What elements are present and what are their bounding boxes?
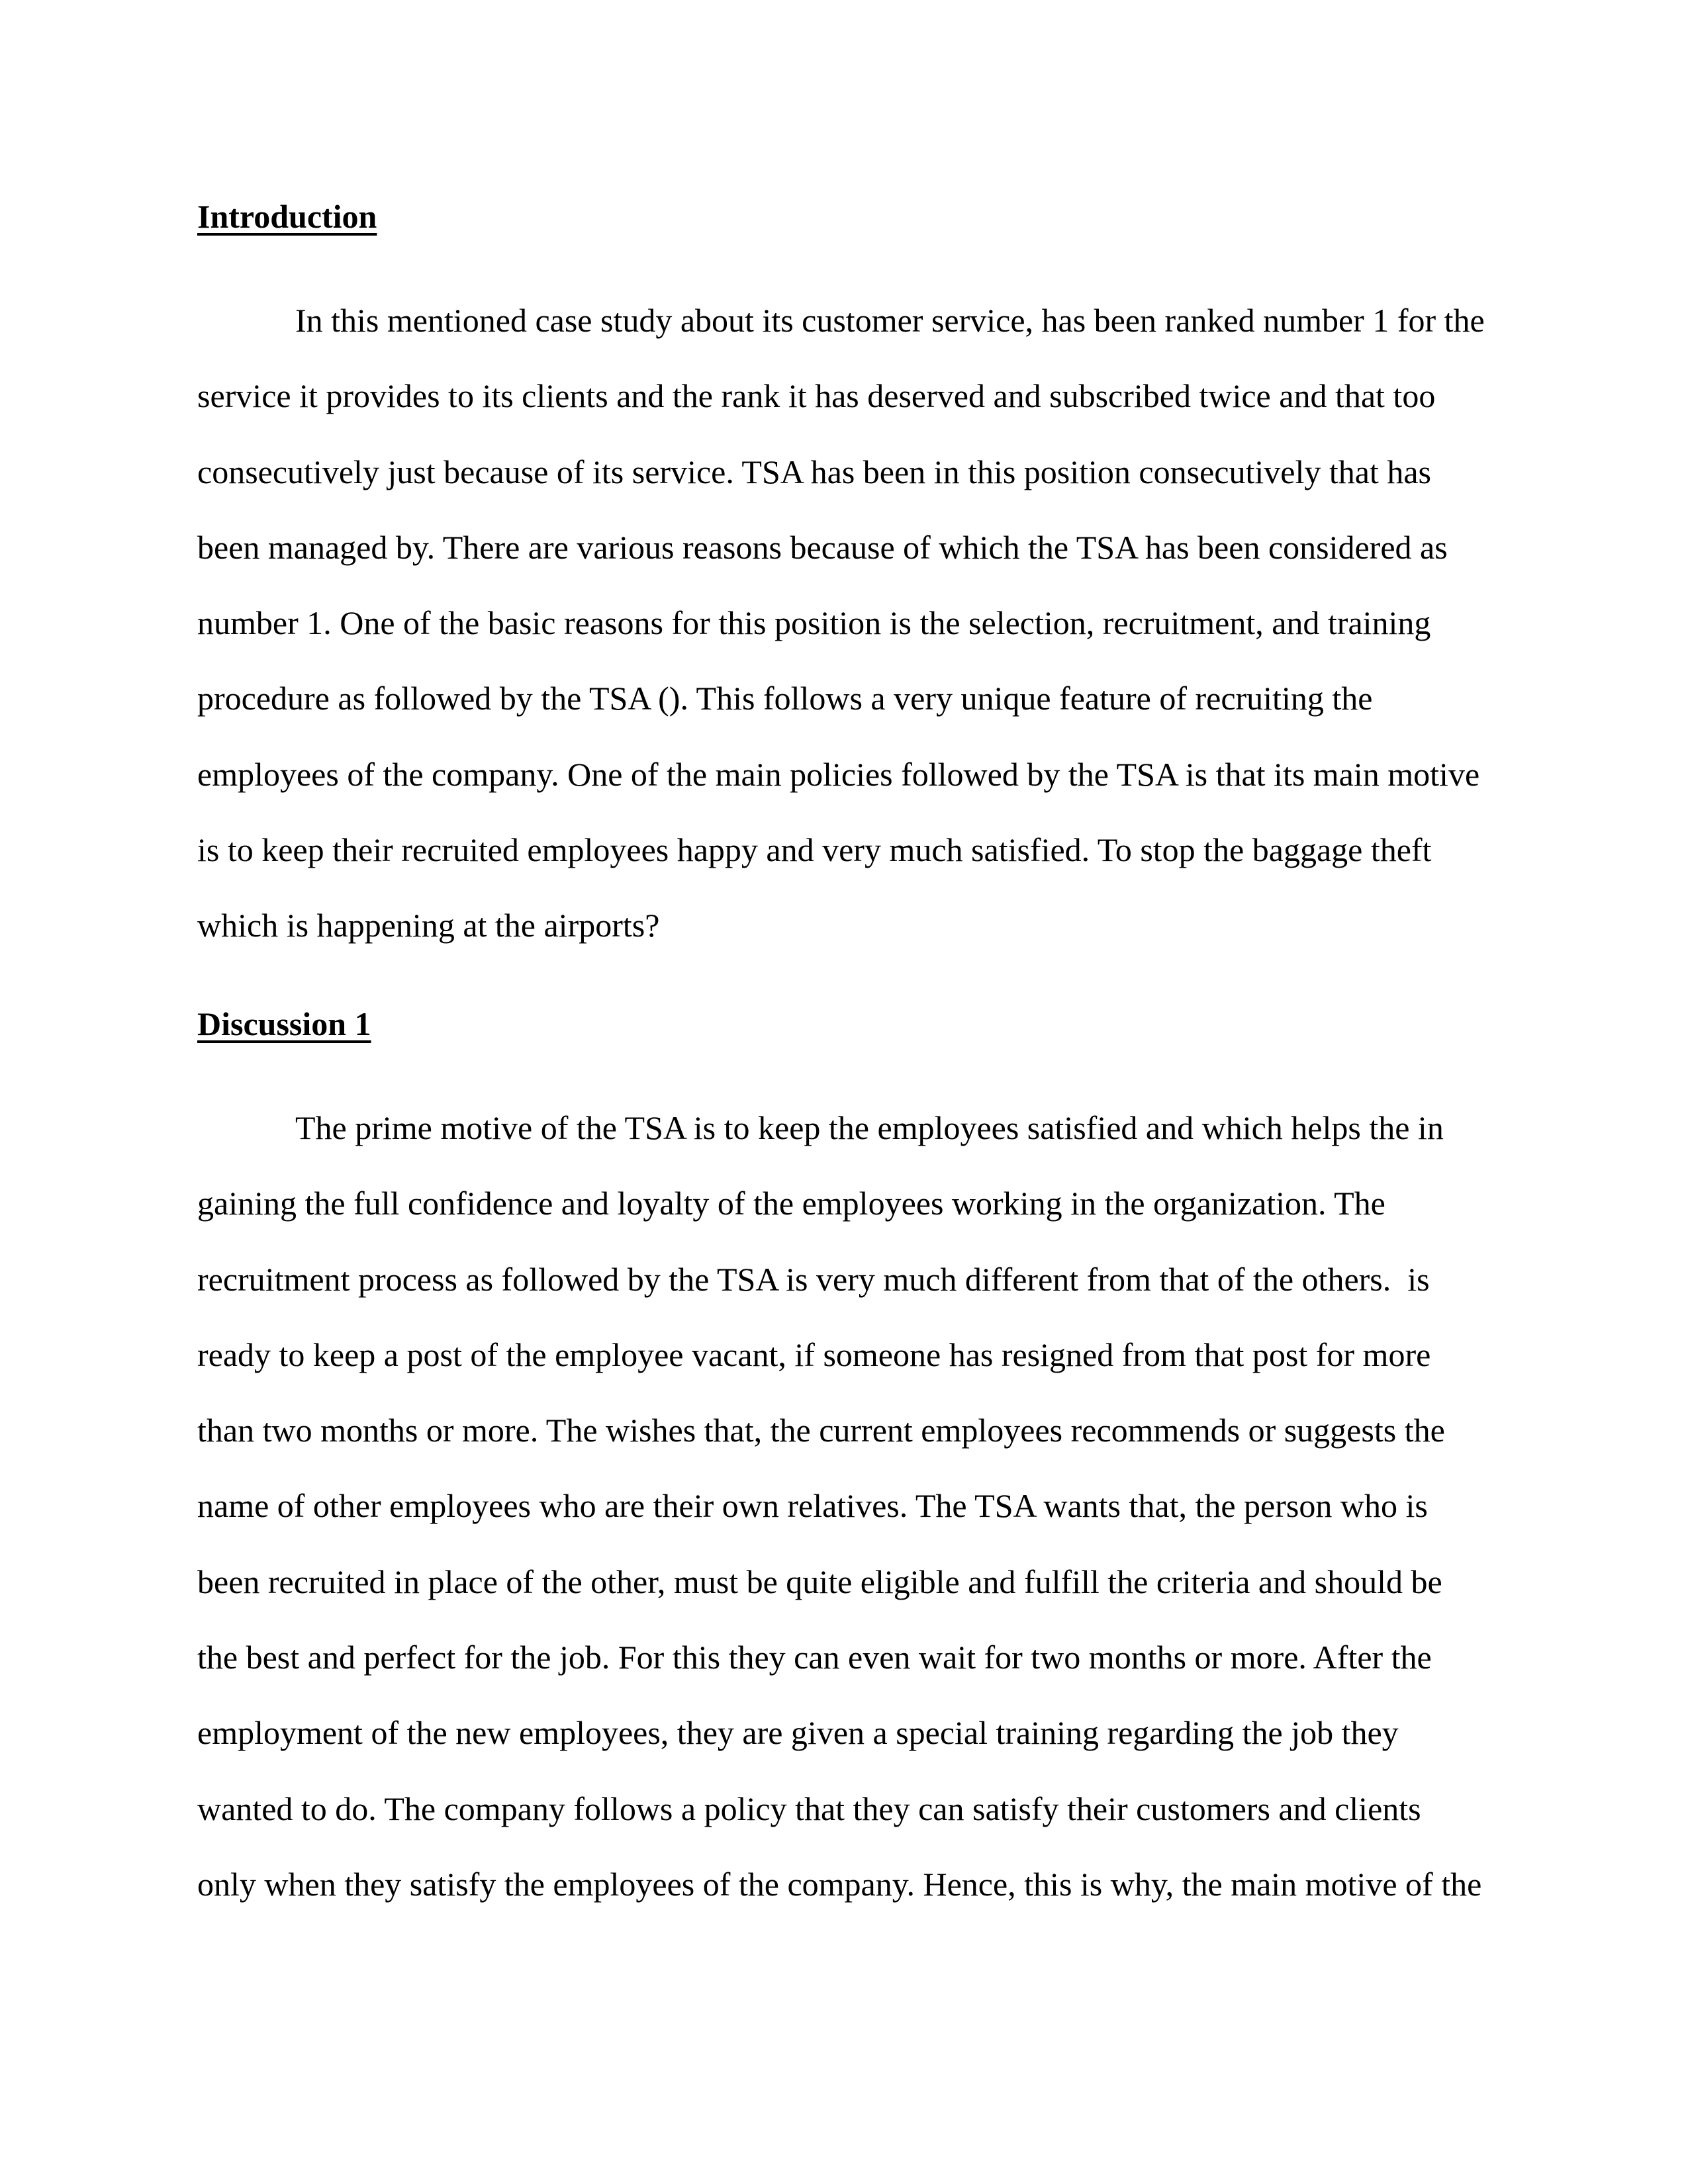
paragraph-line: ready to keep a post of the employee vacant, if someone has resigned from that post for more bbox=[197, 1336, 1431, 1373]
paragraph-line: been recruited in place of the other, must be quite eligible and fulfill the criteria and should be bbox=[197, 1563, 1442, 1600]
section-heading-introduction: Introduction bbox=[197, 198, 377, 235]
paragraph-line: employees of the company. One of the main policies followed by the TSA is that its main motive bbox=[197, 755, 1480, 793]
paragraph-line: been managed by. There are various reasons because of which the TSA has been considered as bbox=[197, 528, 1448, 566]
paragraph-line: recruitment process as followed by the TSA is very much different from that of the others. is bbox=[197, 1260, 1430, 1298]
paragraph-line: number 1. One of the basic reasons for this position is the selection, recruitment, and training bbox=[197, 604, 1431, 642]
paragraph-line: In this mentioned case study about its customer service, has been ranked number 1 for the bbox=[295, 302, 1485, 339]
paragraph-line: only when they satisfy the employees of the company. Hence, this is why, the main motive of the bbox=[197, 1865, 1482, 1903]
paragraph-line: service it provides to its clients and the rank it has deserved and subscribed twice and that too bbox=[197, 377, 1436, 415]
paragraph-line: consecutively just because of its service. TSA has been in this position consecutively that has bbox=[197, 453, 1431, 490]
paragraph-line: gaining the full confidence and loyalty of the employees working in the organization. The bbox=[197, 1185, 1385, 1222]
paragraph-line: employment of the new employees, they are given a special training regarding the job they bbox=[197, 1714, 1399, 1752]
discussion-paragraph bbox=[197, 1090, 1495, 1922]
paragraph-line: which is happening at the airports? bbox=[197, 907, 660, 944]
paragraph-line: than two months or more. The wishes that, the current employees recommends or suggests the bbox=[197, 1412, 1445, 1449]
paragraph-line: the best and perfect for the job. For this they can even wait for two months or more. After the bbox=[197, 1639, 1432, 1676]
introduction-paragraph bbox=[197, 283, 1495, 964]
paragraph-line: procedure as followed by the TSA (). This follows a very unique feature of recruiting the bbox=[197, 680, 1373, 717]
paragraph-line: is to keep their recruited employees happy and very much satisfied. To stop the baggage theft bbox=[197, 831, 1432, 869]
paragraph-line: wanted to do. The company follows a policy that they can satisfy their customers and clients bbox=[197, 1790, 1421, 1827]
paragraph-line: The prime motive of the TSA is to keep the employees satisfied and which helps the in bbox=[295, 1109, 1444, 1146]
paragraph-line: name of other employees who are their own relatives. The TSA wants that, the person who is bbox=[197, 1487, 1428, 1525]
section-heading-discussion-1: Discussion 1 bbox=[197, 1005, 371, 1042]
